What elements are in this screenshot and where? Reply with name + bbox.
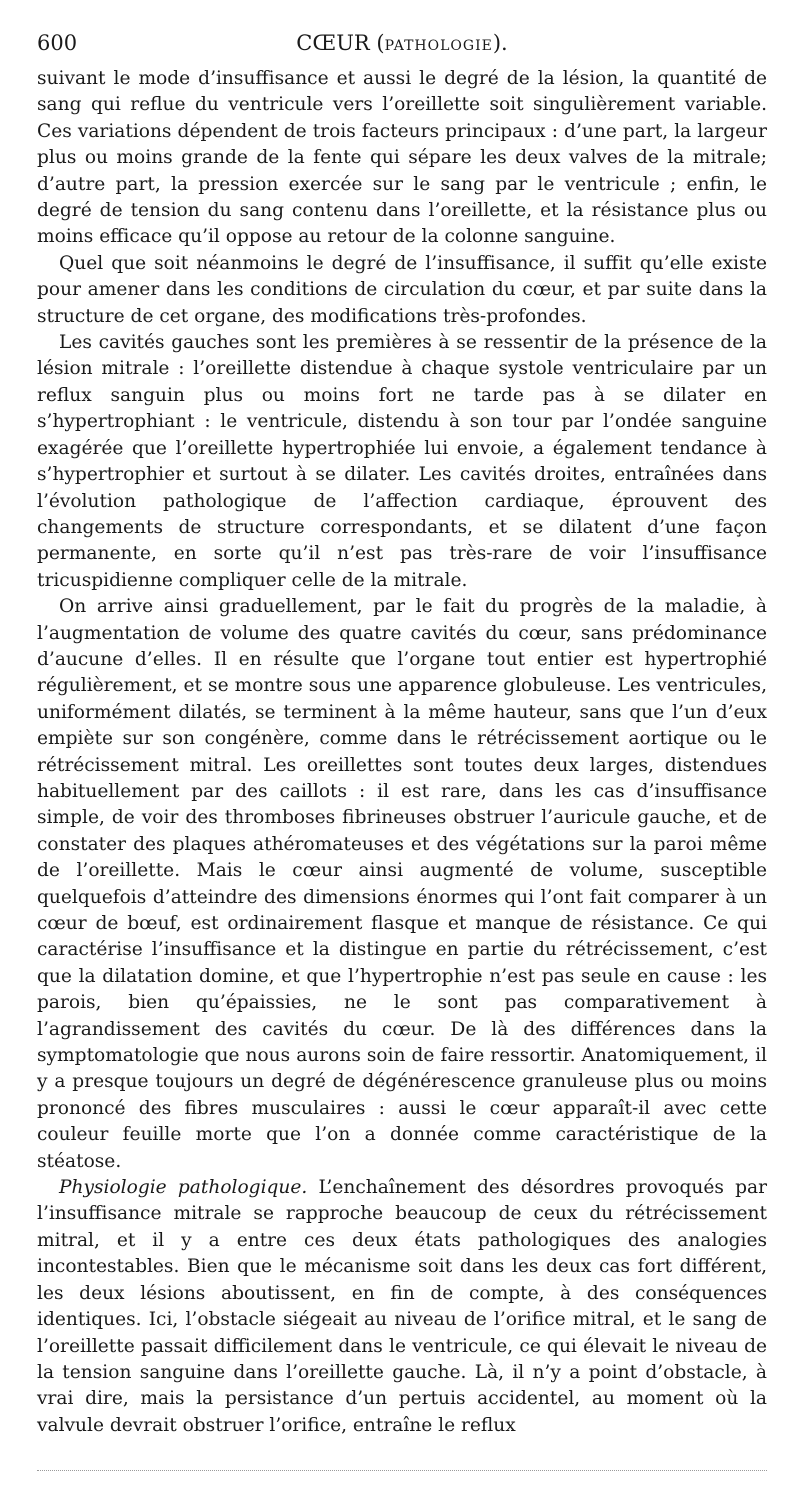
running-title-main: CŒUR ( (296, 31, 385, 55)
paragraph: Quel que soit néanmoins le degré de l’insuffisance, il suffit qu’elle existe pour amener dans les conditions de circulation du cœur, et par suite dans la structure de cet organe, des modifications très-profondes. (37, 252, 767, 327)
footer-rule (37, 1470, 767, 1471)
running-title-sub: PATHOLOGIE (384, 38, 493, 54)
running-title-end: ). (492, 31, 508, 55)
paragraph: On arrive ainsi graduellement, par le fait du progrès de la maladie, à l’augmentation de volume des quatre cavités du cœur, sans prédominance d’aucune d’elles. Il en résulte que l’organe tout entier est hypertrophié régulièrement, et se montre sous une apparence globuleuse. Les ventricules, uniformément dilatés, se terminent à la même hauteur, sans que l’un d’eux empiète sur son congénère, comme dans le rétrécissement aortique ou le rétrécissement mitral. Les oreillettes sont toutes deux larges, distendues habituellement par des caillots : il est rare, dans les cas d’insuffisance simple, de voir des thromboses fibrineuses obstruer l’auricule gauche, et de constater des plaques athéromateuses et des végétations sur la paroi même de l’oreillette. Mais le cœur ainsi augmenté de volume, susceptible quelquefois d’atteindre des dimensions énormes qui l’ont fait comparer à un cœur de bœuf, est ordinairement flasque et manque de résistance. Ce qui caractérise l’insuffisance et la distingue en partie du rétrécissement, c’est que la dilatation domine, et que l’hypertrophie n’est pas seule en cause : les parois, bien qu’épaissies, ne le sont pas comparativement à l’agrandissement des cavités du cœur. De là des différences dans la symptomatologie que nous aurons soin de faire ressortir. Anatomiquement, il y a presque toujours un degré de dégénérescence granuleuse plus ou moins prononcé des fibres musculaires : aussi le cœur apparaît-il avec cette couleur feuille morte que l’on a donnée comme caractéristique de la stéatose. (37, 596, 767, 1172)
paragraph-continued: suivant le mode d’insuffisance et aussi le degré de la lésion, la quantité de sang qui reflue du ventricule vers l’oreillette soit singulièrement variable. Ces variations dépendent de trois facteurs principaux : d’une part, la largeur plus ou moins grande de la fente qui sépare les deux valves de la mitrale; d’autre part, la pression exercée sur le sang par le ventricule ; enfin, le degré de tension du sang contenu dans l’oreillette, et la résistance plus ou moins efficace qu’il oppose au retour de la colonne sanguine. (37, 68, 767, 248)
book-page (37, 28, 767, 1439)
body-text (37, 66, 767, 1439)
paragraph: Les cavités gauches sont les premières à se ressentir de la présence de la lésion mitrale : l’oreillette distendue à chaque systole ventriculaire par un reflux sanguin plus ou moins fort ne tarde pas à se dilater en s’hypertrophiant : le ventricule, distendu à son tour par l’ondée sanguine exagérée que l’oreillette hypertrophiée lui envoie, a également tendance à s’hypertrophier et surtout à se dilater. Les cavités droites, entraînées dans l’évolution pathologique de l’affection cardiaque, éprouvent des changements de structure correspondants, et se dilatent d’une façon permanente, en sorte qu’il n’est pas très-rare de voir l’insuffisance tricuspidienne compliquer celle de la mitrale. (37, 332, 767, 591)
section-text: L’enchaînement des désordres provoqués par l’insuffisance mitrale se rapproche beaucoup de ceux du rétrécissement mitral, et il y a entre ces deux états pathologiques des analogies incontestables. Bien que le mécanisme soit dans les deux cas fort différent, les deux lésions aboutissent, en fin de compte, à des conséquences identiques. Ici, l’obstacle siégeait au niveau de l’orifice mitral, et le sang de l’oreillette passait difficilement dans le ventricule, ce qui élevait le niveau de la tension sanguine dans l’oreillette gauche. Là, il n’y a point d’obstacle, à vrai dire, mais la persistance d’un pertuis accidentel, au moment où la valvule devrait obstruer l’orifice, entraîne le reflux (37, 1177, 767, 1436)
page-number: 600 (37, 31, 78, 55)
section-paragraph (37, 1175, 767, 1439)
running-title (37, 28, 767, 61)
page-header (37, 28, 767, 58)
section-heading: Physiologie pathologique. (59, 1177, 308, 1199)
